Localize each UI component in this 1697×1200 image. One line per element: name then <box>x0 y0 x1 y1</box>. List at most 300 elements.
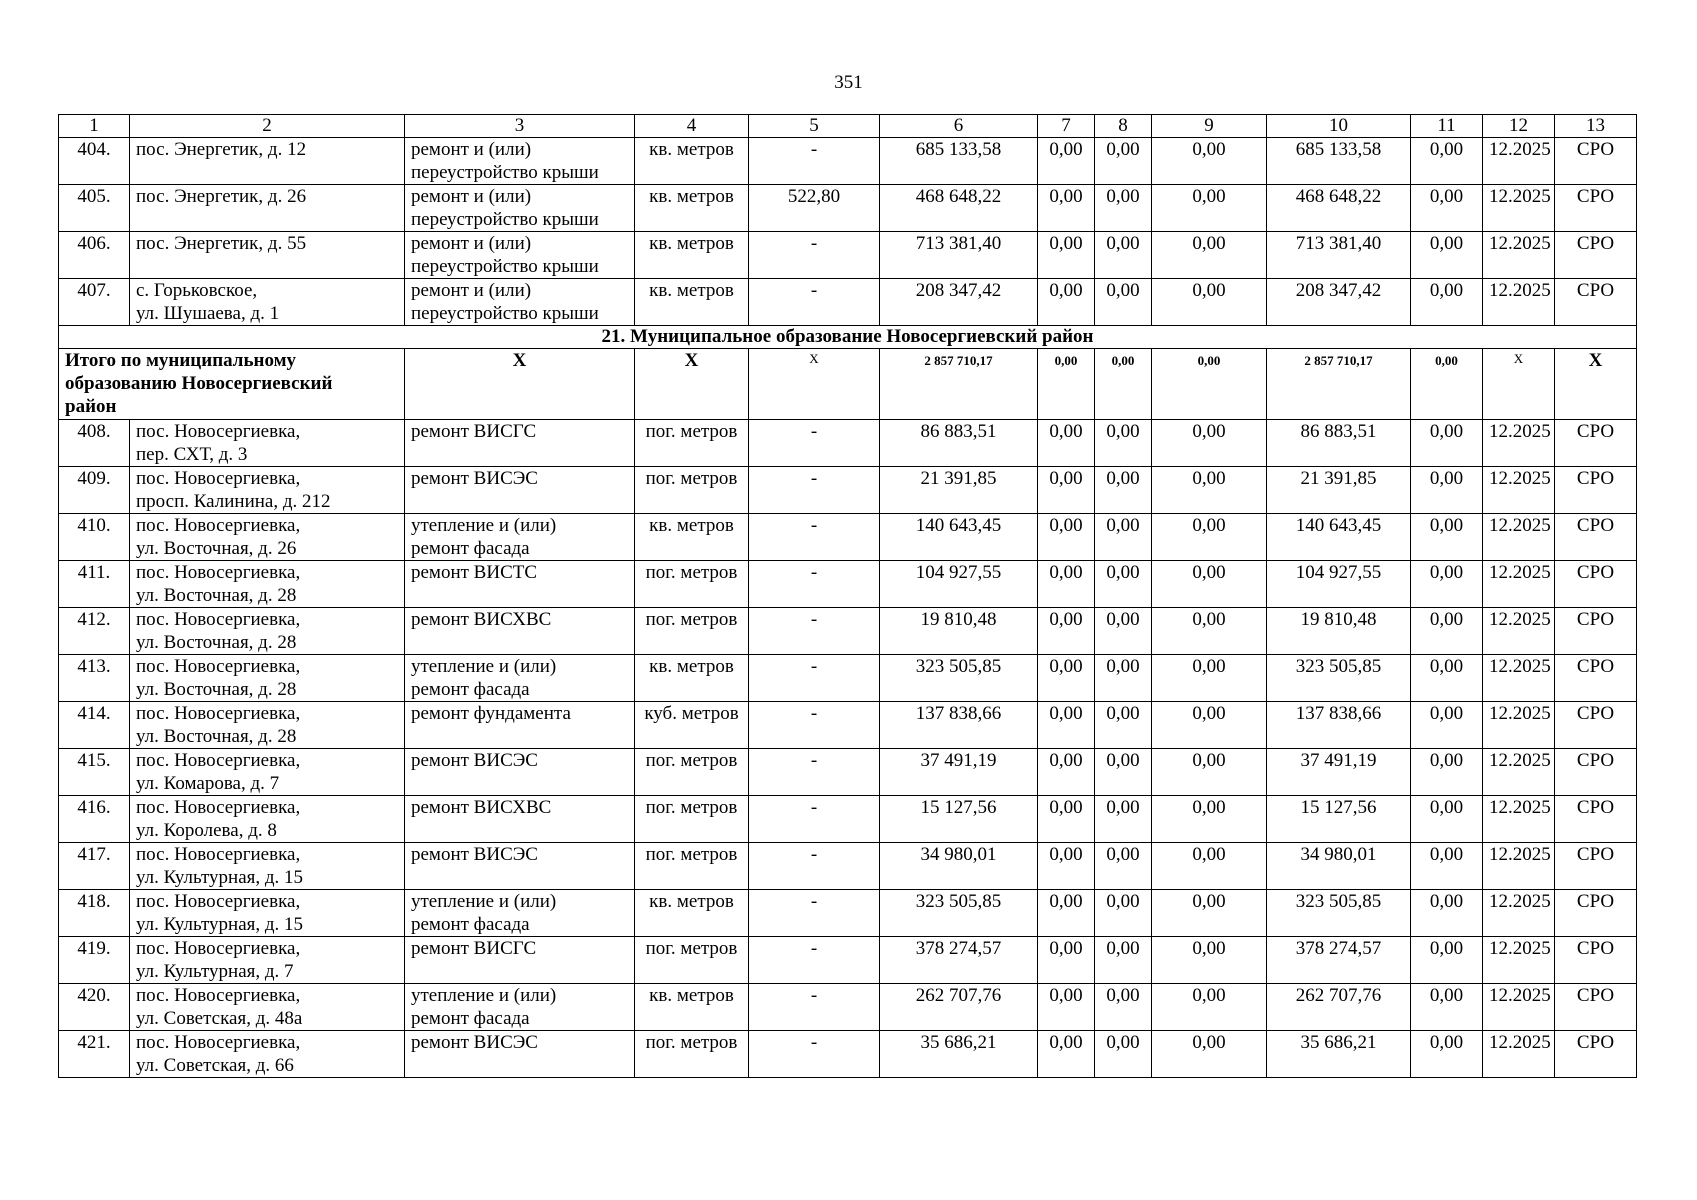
work-type-line-1: утепление и (или) <box>411 891 557 912</box>
address-line-1: пос. Новосергиевка, <box>136 656 301 677</box>
address <box>130 984 405 1031</box>
address-line-2: ул. Комарова, д. 7 <box>136 773 280 794</box>
col-13: СРО <box>1555 749 1637 796</box>
work-type <box>405 138 635 185</box>
col-11: 0,00 <box>1411 702 1483 749</box>
section-title: 21. Муниципальное образование Новосергиевский район <box>59 326 1637 349</box>
total-col-6: 2 857 710,17 <box>880 349 1038 420</box>
row-number: 411. <box>59 561 130 608</box>
row-number: 410. <box>59 514 130 561</box>
col-8: 0,00 <box>1095 937 1152 984</box>
column-header-12: 12 <box>1483 115 1555 138</box>
work-type <box>405 1031 635 1078</box>
column-header-11: 11 <box>1411 115 1483 138</box>
col-8: 0,00 <box>1095 608 1152 655</box>
table-row <box>59 561 1637 608</box>
column-header-4: 4 <box>635 115 749 138</box>
work-type-line-1: ремонт и (или) <box>411 139 532 160</box>
col-6: 37 491,19 <box>880 749 1038 796</box>
col-12: 12.2025 <box>1483 232 1555 279</box>
address <box>130 1031 405 1078</box>
unit: кв. метров <box>635 279 749 326</box>
unit: кв. метров <box>635 890 749 937</box>
work-type-line-1: ремонт ВИСГС <box>411 421 537 442</box>
col-11: 0,00 <box>1411 608 1483 655</box>
total-col-13: Х <box>1555 349 1637 420</box>
col-11: 0,00 <box>1411 420 1483 467</box>
work-type <box>405 185 635 232</box>
work-type-line-2: ремонт фасада <box>411 1008 530 1029</box>
work-type <box>405 232 635 279</box>
work-type-line-1: ремонт ВИСХВС <box>411 797 552 818</box>
col-9: 0,00 <box>1152 561 1267 608</box>
col-10: 15 127,56 <box>1267 796 1411 843</box>
address-line-2: ул. Советская, д. 66 <box>136 1055 294 1076</box>
col-10: 208 347,42 <box>1267 279 1411 326</box>
col-12: 12.2025 <box>1483 796 1555 843</box>
work-type-line-2: переустройство крыши <box>411 303 599 324</box>
col-11: 0,00 <box>1411 1031 1483 1078</box>
unit: пог. метров <box>635 561 749 608</box>
col-8: 0,00 <box>1095 749 1152 796</box>
col-8: 0,00 <box>1095 467 1152 514</box>
col-5: - <box>749 232 880 279</box>
col-10: 104 927,55 <box>1267 561 1411 608</box>
col-6: 323 505,85 <box>880 655 1038 702</box>
col-7: 0,00 <box>1038 467 1095 514</box>
total-row <box>59 349 1637 420</box>
col-7: 0,00 <box>1038 843 1095 890</box>
row-number: 419. <box>59 937 130 984</box>
col-8: 0,00 <box>1095 138 1152 185</box>
work-type <box>405 890 635 937</box>
row-number: 418. <box>59 890 130 937</box>
col-5: - <box>749 138 880 185</box>
address-line-2: ул. Восточная, д. 28 <box>136 679 297 700</box>
col-5: - <box>749 561 880 608</box>
col-5: - <box>749 467 880 514</box>
address <box>130 185 405 232</box>
table-row <box>59 608 1637 655</box>
work-type-line-1: ремонт ВИСЭС <box>411 1032 538 1053</box>
col-13: СРО <box>1555 984 1637 1031</box>
col-9: 0,00 <box>1152 937 1267 984</box>
col-9: 0,00 <box>1152 749 1267 796</box>
col-9: 0,00 <box>1152 655 1267 702</box>
col-13: СРО <box>1555 702 1637 749</box>
table-row <box>59 514 1637 561</box>
col-8: 0,00 <box>1095 890 1152 937</box>
unit: пог. метров <box>635 796 749 843</box>
table-row <box>59 984 1637 1031</box>
column-header-6: 6 <box>880 115 1038 138</box>
address-line-2: ул. Восточная, д. 28 <box>136 632 297 653</box>
col-7: 0,00 <box>1038 890 1095 937</box>
address-line-1: пос. Энергетик, д. 55 <box>136 233 307 254</box>
total-label <box>59 349 405 420</box>
work-type <box>405 561 635 608</box>
total-label-line-3: район <box>65 396 117 417</box>
col-7: 0,00 <box>1038 749 1095 796</box>
col-12: 12.2025 <box>1483 279 1555 326</box>
col-11: 0,00 <box>1411 185 1483 232</box>
work-type-line-2: переустройство крыши <box>411 209 599 230</box>
address-line-2: ул. Культурная, д. 15 <box>136 867 304 888</box>
col-13: СРО <box>1555 1031 1637 1078</box>
col-9: 0,00 <box>1152 138 1267 185</box>
col-11: 0,00 <box>1411 514 1483 561</box>
row-number: 415. <box>59 749 130 796</box>
column-header-13: 13 <box>1555 115 1637 138</box>
address <box>130 655 405 702</box>
table-row <box>59 890 1637 937</box>
col-11: 0,00 <box>1411 655 1483 702</box>
unit: пог. метров <box>635 843 749 890</box>
col-5: - <box>749 420 880 467</box>
col-12: 12.2025 <box>1483 138 1555 185</box>
col-5: - <box>749 279 880 326</box>
col-13: СРО <box>1555 608 1637 655</box>
address <box>130 232 405 279</box>
col-12: 12.2025 <box>1483 185 1555 232</box>
work-type-line-2: ремонт фасада <box>411 679 530 700</box>
col-10: 19 810,48 <box>1267 608 1411 655</box>
col-13: СРО <box>1555 138 1637 185</box>
col-11: 0,00 <box>1411 890 1483 937</box>
work-type <box>405 655 635 702</box>
col-5: - <box>749 655 880 702</box>
col-6: 140 643,45 <box>880 514 1038 561</box>
address-line-1: пос. Новосергиевка, <box>136 891 301 912</box>
col-12: 12.2025 <box>1483 749 1555 796</box>
col-6: 468 648,22 <box>880 185 1038 232</box>
address-line-1: пос. Новосергиевка, <box>136 515 301 536</box>
row-number: 414. <box>59 702 130 749</box>
col-13: СРО <box>1555 890 1637 937</box>
col-11: 0,00 <box>1411 984 1483 1031</box>
col-12: 12.2025 <box>1483 420 1555 467</box>
col-8: 0,00 <box>1095 279 1152 326</box>
row-number: 407. <box>59 279 130 326</box>
column-header-3: 3 <box>405 115 635 138</box>
row-number: 416. <box>59 796 130 843</box>
table-row <box>59 796 1637 843</box>
col-5: - <box>749 702 880 749</box>
address <box>130 749 405 796</box>
col-12: 12.2025 <box>1483 608 1555 655</box>
unit: кв. метров <box>635 138 749 185</box>
row-number: 420. <box>59 984 130 1031</box>
col-7: 0,00 <box>1038 937 1095 984</box>
column-number-row <box>59 115 1637 138</box>
col-8: 0,00 <box>1095 514 1152 561</box>
page-number: 351 <box>834 72 863 93</box>
work-type <box>405 937 635 984</box>
col-6: 34 980,01 <box>880 843 1038 890</box>
col-6: 35 686,21 <box>880 1031 1038 1078</box>
col-9: 0,00 <box>1152 232 1267 279</box>
col-12: 12.2025 <box>1483 937 1555 984</box>
col-9: 0,00 <box>1152 279 1267 326</box>
col-12: 12.2025 <box>1483 655 1555 702</box>
col-10: 713 381,40 <box>1267 232 1411 279</box>
col-10: 378 274,57 <box>1267 937 1411 984</box>
col-5: - <box>749 937 880 984</box>
total-label-line-2: образованию Новосергиевский <box>65 373 333 394</box>
col-6: 323 505,85 <box>880 890 1038 937</box>
work-type-line-2: переустройство крыши <box>411 162 599 183</box>
table-row <box>59 655 1637 702</box>
col-10: 37 491,19 <box>1267 749 1411 796</box>
address-line-2: ул. Восточная, д. 26 <box>136 538 297 559</box>
col-13: СРО <box>1555 185 1637 232</box>
col-5: - <box>749 796 880 843</box>
col-13: СРО <box>1555 279 1637 326</box>
work-type <box>405 749 635 796</box>
col-7: 0,00 <box>1038 185 1095 232</box>
row-number: 413. <box>59 655 130 702</box>
col-9: 0,00 <box>1152 185 1267 232</box>
col-12: 12.2025 <box>1483 843 1555 890</box>
section-row <box>59 326 1637 349</box>
work-type <box>405 702 635 749</box>
col-7: 0,00 <box>1038 796 1095 843</box>
col-5: - <box>749 984 880 1031</box>
unit: пог. метров <box>635 420 749 467</box>
column-header-7: 7 <box>1038 115 1095 138</box>
col-12: 12.2025 <box>1483 890 1555 937</box>
total-col-5: Х <box>749 349 880 420</box>
total-col-3: Х <box>405 349 635 420</box>
col-13: СРО <box>1555 232 1637 279</box>
table-row <box>59 279 1637 326</box>
col-13: СРО <box>1555 420 1637 467</box>
col-6: 21 391,85 <box>880 467 1038 514</box>
col-13: СРО <box>1555 796 1637 843</box>
total-col-9: 0,00 <box>1152 349 1267 420</box>
col-6: 15 127,56 <box>880 796 1038 843</box>
col-11: 0,00 <box>1411 232 1483 279</box>
col-6: 137 838,66 <box>880 702 1038 749</box>
address <box>130 138 405 185</box>
work-type-line-1: ремонт ВИСТС <box>411 562 538 583</box>
work-type-line-1: ремонт и (или) <box>411 233 532 254</box>
work-type <box>405 279 635 326</box>
work-type <box>405 608 635 655</box>
total-col-11: 0,00 <box>1411 349 1483 420</box>
col-7: 0,00 <box>1038 138 1095 185</box>
col-9: 0,00 <box>1152 843 1267 890</box>
unit: пог. метров <box>635 1031 749 1078</box>
address-line-1: пос. Новосергиевка, <box>136 468 301 489</box>
col-5: - <box>749 514 880 561</box>
address-line-2: пер. СХТ, д. 3 <box>136 444 248 465</box>
col-11: 0,00 <box>1411 467 1483 514</box>
col-9: 0,00 <box>1152 796 1267 843</box>
work-type-line-2: ремонт фасада <box>411 914 530 935</box>
row-number: 405. <box>59 185 130 232</box>
work-type <box>405 796 635 843</box>
address-line-2: ул. Культурная, д. 15 <box>136 914 304 935</box>
work-type-line-1: утепление и (или) <box>411 985 557 1006</box>
column-header-2: 2 <box>130 115 405 138</box>
work-type-line-1: ремонт ВИСЭС <box>411 750 538 771</box>
work-type-line-1: ремонт и (или) <box>411 186 532 207</box>
table-row <box>59 702 1637 749</box>
unit: кв. метров <box>635 514 749 561</box>
col-8: 0,00 <box>1095 1031 1152 1078</box>
col-7: 0,00 <box>1038 561 1095 608</box>
table-row <box>59 467 1637 514</box>
unit: пог. метров <box>635 467 749 514</box>
col-10: 323 505,85 <box>1267 890 1411 937</box>
work-type <box>405 514 635 561</box>
col-9: 0,00 <box>1152 514 1267 561</box>
col-6: 86 883,51 <box>880 420 1038 467</box>
col-7: 0,00 <box>1038 655 1095 702</box>
table-row <box>59 937 1637 984</box>
col-13: СРО <box>1555 655 1637 702</box>
repair-program-table <box>58 114 1637 1078</box>
address-line-2: ул. Восточная, д. 28 <box>136 585 297 606</box>
address-line-1: с. Горьковское, <box>136 280 258 301</box>
work-type-line-1: утепление и (или) <box>411 656 557 677</box>
col-11: 0,00 <box>1411 796 1483 843</box>
col-6: 713 381,40 <box>880 232 1038 279</box>
row-number: 417. <box>59 843 130 890</box>
col-10: 262 707,76 <box>1267 984 1411 1031</box>
col-13: СРО <box>1555 937 1637 984</box>
table-row <box>59 843 1637 890</box>
col-11: 0,00 <box>1411 749 1483 796</box>
table-row <box>59 749 1637 796</box>
col-6: 19 810,48 <box>880 608 1038 655</box>
work-type <box>405 843 635 890</box>
col-12: 12.2025 <box>1483 702 1555 749</box>
col-9: 0,00 <box>1152 702 1267 749</box>
address-line-2: ул. Шушаева, д. 1 <box>136 303 280 324</box>
address-line-1: пос. Новосергиевка, <box>136 421 301 442</box>
address-line-1: пос. Энергетик, д. 12 <box>136 139 307 160</box>
column-header-8: 8 <box>1095 115 1152 138</box>
address <box>130 702 405 749</box>
row-number: 409. <box>59 467 130 514</box>
col-7: 0,00 <box>1038 420 1095 467</box>
work-type-line-1: утепление и (или) <box>411 515 557 536</box>
col-9: 0,00 <box>1152 467 1267 514</box>
table-row <box>59 185 1637 232</box>
col-11: 0,00 <box>1411 843 1483 890</box>
col-9: 0,00 <box>1152 890 1267 937</box>
col-7: 0,00 <box>1038 514 1095 561</box>
total-col-4: Х <box>635 349 749 420</box>
col-13: СРО <box>1555 514 1637 561</box>
column-header-5: 5 <box>749 115 880 138</box>
col-11: 0,00 <box>1411 561 1483 608</box>
col-11: 0,00 <box>1411 279 1483 326</box>
address <box>130 467 405 514</box>
address-line-1: пос. Новосергиевка, <box>136 985 301 1006</box>
work-type <box>405 467 635 514</box>
col-8: 0,00 <box>1095 843 1152 890</box>
col-9: 0,00 <box>1152 420 1267 467</box>
col-5: - <box>749 843 880 890</box>
work-type-line-1: ремонт ВИСЭС <box>411 844 538 865</box>
unit: куб. метров <box>635 702 749 749</box>
address-line-2: ул. Советская, д. 48а <box>136 1008 303 1029</box>
address-line-1: пос. Новосергиевка, <box>136 844 301 865</box>
table-row <box>59 138 1637 185</box>
col-7: 0,00 <box>1038 1031 1095 1078</box>
col-12: 12.2025 <box>1483 561 1555 608</box>
address-line-1: пос. Энергетик, д. 26 <box>136 186 307 207</box>
address-line-1: пос. Новосергиевка, <box>136 797 301 818</box>
row-number: 404. <box>59 138 130 185</box>
unit: пог. метров <box>635 937 749 984</box>
total-col-7: 0,00 <box>1038 349 1095 420</box>
col-7: 0,00 <box>1038 232 1095 279</box>
column-header-1: 1 <box>59 115 130 138</box>
col-10: 685 133,58 <box>1267 138 1411 185</box>
col-5: - <box>749 608 880 655</box>
col-12: 12.2025 <box>1483 1031 1555 1078</box>
address-line-1: пос. Новосергиевка, <box>136 1032 301 1053</box>
col-8: 0,00 <box>1095 796 1152 843</box>
col-10: 21 391,85 <box>1267 467 1411 514</box>
total-col-8: 0,00 <box>1095 349 1152 420</box>
address <box>130 279 405 326</box>
unit: пог. метров <box>635 608 749 655</box>
col-7: 0,00 <box>1038 279 1095 326</box>
col-13: СРО <box>1555 561 1637 608</box>
address <box>130 890 405 937</box>
col-7: 0,00 <box>1038 608 1095 655</box>
work-type-line-1: ремонт ВИСГС <box>411 938 537 959</box>
work-type-line-1: ремонт ВИСЭС <box>411 468 538 489</box>
col-6: 262 707,76 <box>880 984 1038 1031</box>
unit: кв. метров <box>635 232 749 279</box>
col-11: 0,00 <box>1411 937 1483 984</box>
col-8: 0,00 <box>1095 185 1152 232</box>
total-col-12: Х <box>1483 349 1555 420</box>
col-10: 140 643,45 <box>1267 514 1411 561</box>
address <box>130 843 405 890</box>
col-8: 0,00 <box>1095 420 1152 467</box>
address-line-1: пос. Новосергиевка, <box>136 562 301 583</box>
work-type <box>405 984 635 1031</box>
address-line-2: ул. Королева, д. 8 <box>136 820 277 841</box>
col-11: 0,00 <box>1411 138 1483 185</box>
address <box>130 420 405 467</box>
address <box>130 796 405 843</box>
col-8: 0,00 <box>1095 561 1152 608</box>
col-10: 323 505,85 <box>1267 655 1411 702</box>
column-header-9: 9 <box>1152 115 1267 138</box>
col-10: 34 980,01 <box>1267 843 1411 890</box>
col-12: 12.2025 <box>1483 467 1555 514</box>
row-number: 406. <box>59 232 130 279</box>
col-9: 0,00 <box>1152 1031 1267 1078</box>
work-type <box>405 420 635 467</box>
address-line-1: пос. Новосергиевка, <box>136 609 301 630</box>
column-header-10: 10 <box>1267 115 1411 138</box>
row-number: 421. <box>59 1031 130 1078</box>
work-type-line-1: ремонт ВИСХВС <box>411 609 552 630</box>
col-5: - <box>749 749 880 796</box>
total-label-line-1: Итого по муниципальному <box>65 350 297 371</box>
address-line-1: пос. Новосергиевка, <box>136 938 301 959</box>
col-8: 0,00 <box>1095 232 1152 279</box>
